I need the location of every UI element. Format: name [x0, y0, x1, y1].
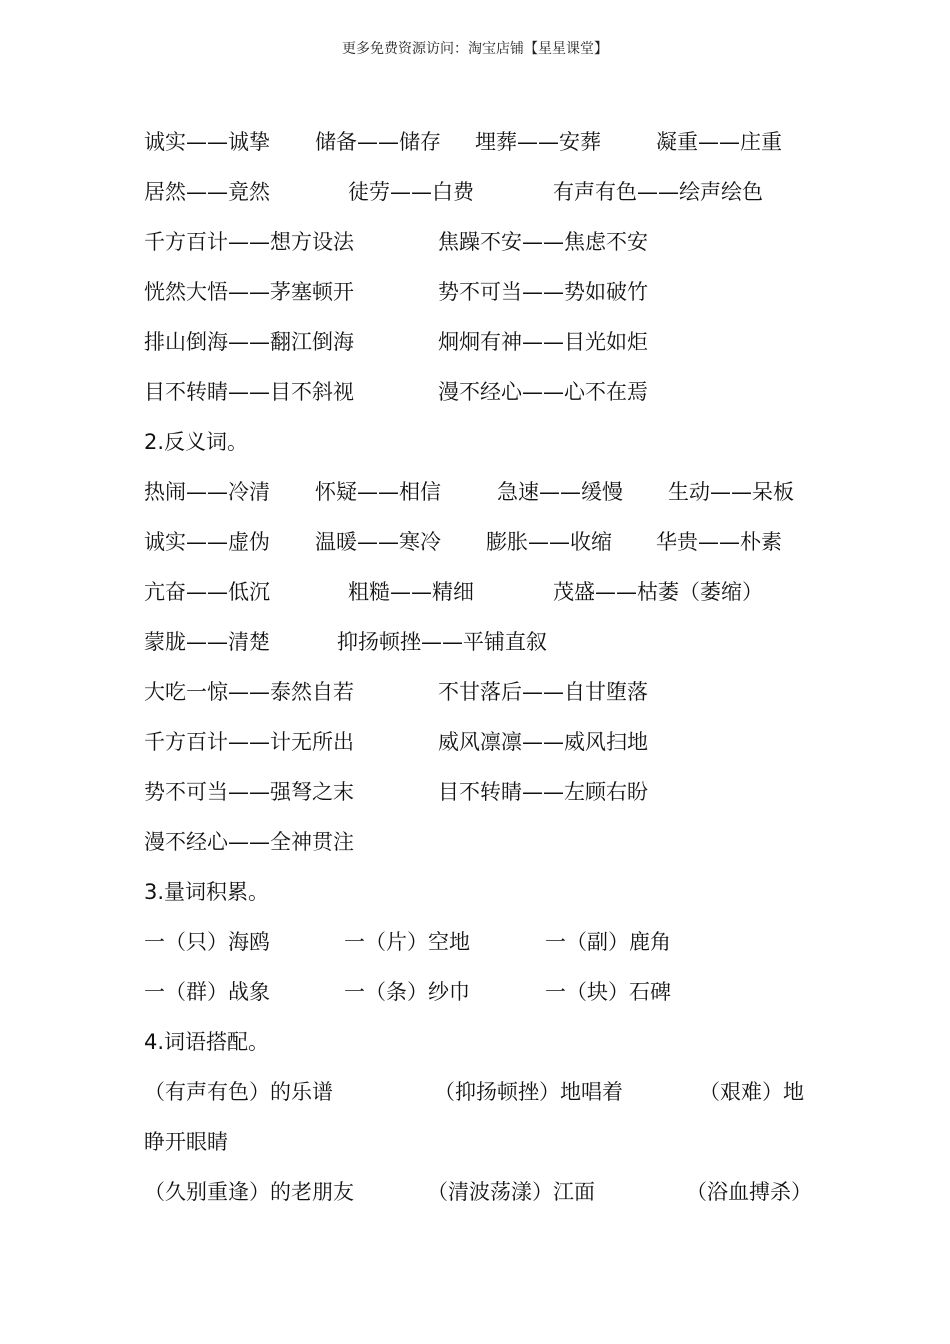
- antonym-pair: 膨胀——收缩: [486, 530, 612, 554]
- collocation-item: （艰难）地: [699, 1080, 804, 1104]
- synonym-pair: 目不转睛——目不斜视: [144, 380, 354, 404]
- section-title: 4.词语搭配。: [144, 1030, 270, 1054]
- measure-word-item: 一（只）海鸥: [144, 930, 270, 954]
- synonym-row-6: [144, 370, 834, 420]
- antonym-row-7: [144, 770, 834, 820]
- antonym-pair: 茂盛——枯萎（萎缩）: [553, 580, 763, 604]
- antonym-pair: 华贵——朴素: [656, 530, 782, 554]
- synonym-pair: 有声有色——绘声绘色: [553, 180, 763, 204]
- section-title: 3.量词积累。: [144, 880, 270, 904]
- antonym-row-5: [144, 670, 834, 720]
- antonym-pair: 势不可当——强弩之末: [144, 780, 354, 804]
- antonym-row-2: [144, 520, 834, 570]
- document-body: [144, 120, 834, 1220]
- antonym-pair: 亢奋——低沉: [144, 580, 270, 604]
- section-title-collocations: [144, 1020, 834, 1070]
- synonym-row-5: [144, 320, 834, 370]
- synonym-pair: 千方百计——想方设法: [144, 230, 354, 254]
- measure-word-item: 一（副）鹿角: [545, 930, 671, 954]
- synonym-pair: 储备——储存: [315, 130, 441, 154]
- antonym-row-4: [144, 620, 834, 670]
- antonym-pair: 不甘落后——自甘堕落: [438, 680, 648, 704]
- antonym-pair: 生动——呆板: [668, 480, 794, 504]
- synonym-pair: 漫不经心——心不在焉: [438, 380, 648, 404]
- synonym-row-3: [144, 220, 834, 270]
- collocation-item: （抑扬顿挫）地唱着: [434, 1080, 623, 1104]
- collocation-item: （有声有色）的乐谱: [144, 1080, 333, 1104]
- antonym-pair: 漫不经心——全神贯注: [144, 830, 354, 854]
- measure-word-row-2: [144, 970, 834, 1020]
- synonym-pair: 居然——竟然: [144, 180, 270, 204]
- section-title-measure-words: [144, 870, 834, 920]
- synonym-pair: 排山倒海——翻江倒海: [144, 330, 354, 354]
- antonym-row-8: [144, 820, 834, 870]
- measure-word-item: 一（块）石碑: [545, 980, 671, 1004]
- antonym-pair: 怀疑——相信: [315, 480, 441, 504]
- synonym-pair: 炯炯有神——目光如炬: [438, 330, 648, 354]
- measure-word-item: 一（群）战象: [144, 980, 270, 1004]
- antonym-pair: 蒙胧——清楚: [144, 630, 270, 654]
- antonym-pair: 大吃一惊——泰然自若: [144, 680, 354, 704]
- synonym-row-2: [144, 170, 834, 220]
- collocation-item: （久别重逢）的老朋友: [144, 1180, 354, 1204]
- antonym-row-1: [144, 470, 834, 520]
- section-title-antonyms: [144, 420, 834, 470]
- collocation-row-1-continued: [144, 1120, 834, 1170]
- collocation-item: （浴血搏杀）: [686, 1180, 812, 1204]
- synonym-row-4: [144, 270, 834, 320]
- antonym-row-6: [144, 720, 834, 770]
- collocation-item: （清波荡漾）江面: [427, 1180, 595, 1204]
- antonym-pair: 粗糙——精细: [348, 580, 474, 604]
- antonym-pair: 热闹——冷清: [144, 480, 270, 504]
- synonym-pair: 恍然大悟——茅塞顿开: [144, 280, 354, 304]
- antonym-pair: 目不转睛——左顾右盼: [438, 780, 648, 804]
- measure-word-item: 一（条）纱巾: [344, 980, 470, 1004]
- collocation-row-2: [144, 1170, 834, 1220]
- antonym-pair: 诚实——虚伪: [144, 530, 270, 554]
- antonym-pair: 威风凛凛——威风扫地: [438, 730, 648, 754]
- measure-word-item: 一（片）空地: [344, 930, 470, 954]
- synonym-pair: 埋葬——安葬: [475, 130, 601, 154]
- antonym-pair: 抑扬顿挫——平铺直叙: [337, 630, 547, 654]
- antonym-pair: 急速——缓慢: [497, 480, 623, 504]
- synonym-pair: 凝重——庄重: [656, 130, 782, 154]
- page-header: 更多免费资源访问：淘宝店铺【星星课堂】: [342, 41, 608, 57]
- antonym-pair: 温暖——寒冷: [315, 530, 441, 554]
- measure-word-row-1: [144, 920, 834, 970]
- antonym-row-3: [144, 570, 834, 620]
- synonym-pair: 诚实——诚挚: [144, 130, 270, 154]
- collocation-item: 睁开眼睛: [144, 1130, 228, 1154]
- antonym-pair: 千方百计——计无所出: [144, 730, 354, 754]
- synonym-pair: 势不可当——势如破竹: [438, 280, 648, 304]
- synonym-pair: 徒劳——白费: [348, 180, 474, 204]
- section-title: 2.反义词。: [144, 430, 249, 454]
- synonym-row-1: [144, 120, 834, 170]
- collocation-row-1: [144, 1070, 834, 1120]
- synonym-pair: 焦躁不安——焦虑不安: [438, 230, 648, 254]
